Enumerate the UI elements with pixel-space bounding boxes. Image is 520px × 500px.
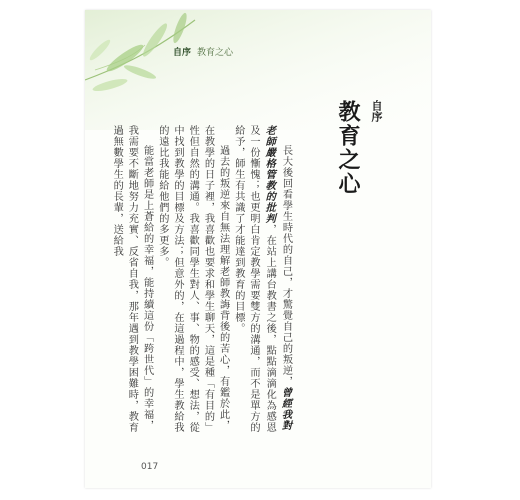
emphasis-text-2: 的批判 xyxy=(263,191,276,224)
paragraph-3: 能當老師是上蒼給的幸福，能持續這份「跨世代」的幸福，我需要不斷地努力充實、反省自我，那年遇到教學困難時，教育過無數學生的長輩，送給我 xyxy=(111,125,153,433)
chapter-label: 自序 xyxy=(370,100,383,122)
chapter-title xyxy=(333,100,384,196)
para1-text: 長大後回看學生時代的自己，才驚覺自己的叛逆， xyxy=(280,145,292,388)
chapter-main-title: 教育之心 xyxy=(335,100,361,196)
para1-cont: ，在站上講台教書之後，點點滴滴化為感恩及一份慚愧；也更明白肯定教學需要雙方的溝通，而不是單方的給予，師生有共識了才能達到教育的目標。 xyxy=(232,125,276,433)
book-page xyxy=(85,10,431,488)
running-header xyxy=(173,45,233,58)
paragraph-2: 過去的叛逆來自無法理解老師教誨背後的苦心，有鑑於此，在教學的日子裡，我喜歡也要求和學生聊天，這是種「有目的」性但自然的溝通。我喜歡同學生對人、事、物的感受、想法，從中找到教學的目標及方法；但意外的，在這過程中，學生教給我的遠比我能給他們的多更多。 xyxy=(156,125,229,433)
header-section: 自序 xyxy=(173,48,192,58)
header-title: 教育之心 xyxy=(197,48,234,58)
emphasis-text-1: 曾經我對老師嚴格管教 xyxy=(263,125,292,432)
body-text xyxy=(109,125,293,440)
page-number: 017 xyxy=(141,462,159,472)
paragraph-1 xyxy=(231,125,294,440)
